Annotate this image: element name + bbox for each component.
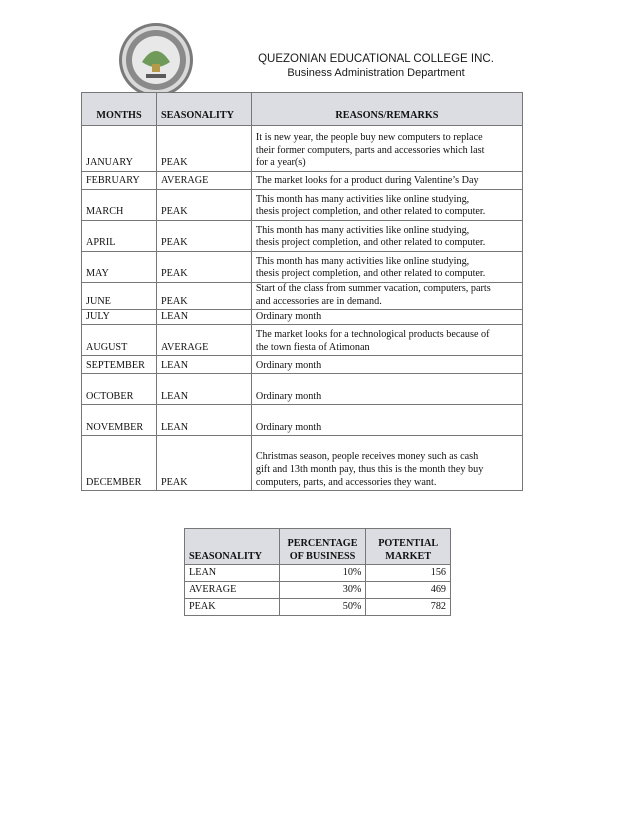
summary-seasonality-cell: AVERAGE: [185, 582, 280, 599]
remarks-line: computers, parts, and accessories they want.: [255, 476, 437, 488]
seasonality-cell: PEAK: [156, 436, 251, 491]
table-header-row: [82, 93, 523, 126]
remarks-line: thesis project completion, and other related to computer.: [255, 268, 486, 280]
remarks-cell: [251, 126, 522, 172]
month-cell: SEPTEMBER: [82, 356, 157, 374]
remarks-cell: [251, 283, 522, 310]
seasonality-cell: LEAN: [156, 356, 251, 374]
month-cell: JUNE: [82, 283, 157, 310]
college-seal-logo: [118, 22, 194, 98]
school-name: QUEZONIAN EDUCATIONAL COLLEGE INC.: [258, 53, 494, 65]
summary-row: [185, 599, 451, 616]
document-header: [236, 52, 516, 81]
month-cell: FEBRUARY: [82, 172, 157, 190]
summary-percentage-cell: 30%: [279, 582, 366, 599]
seasonality-cell: LEAN: [156, 405, 251, 436]
month-cell: APRIL: [82, 221, 157, 252]
remarks-line: Ordinary month: [255, 390, 322, 402]
month-cell: JANUARY: [82, 126, 157, 172]
seasonality-cell: AVERAGE: [156, 325, 251, 356]
month-cell: OCTOBER: [82, 374, 157, 405]
remarks-line: thesis project completion, and other related to computer.: [255, 237, 486, 249]
department-name: Business Administration Department: [287, 67, 465, 79]
remarks-cell: [251, 221, 522, 252]
seasonality-cell: AVERAGE: [156, 172, 251, 190]
seasonality-cell: LEAN: [156, 374, 251, 405]
remarks-cell: [251, 325, 522, 356]
seasonality-cell: PEAK: [156, 190, 251, 221]
month-cell: AUGUST: [82, 325, 157, 356]
summary-percentage-cell: 10%: [279, 565, 366, 582]
header-reasons: REASONS/REMARKS: [251, 93, 522, 126]
seasonality-table: [81, 92, 523, 491]
month-cell: NOVEMBER: [82, 405, 157, 436]
table-row: [82, 283, 523, 310]
header-seasonality: SEASONALITY: [156, 93, 251, 126]
seasonality-cell: PEAK: [156, 126, 251, 172]
remarks-line: This month has many activities like online studying,: [255, 224, 470, 236]
remarks-line: It is new year, the people buy new computers to replace: [255, 132, 483, 144]
table-row: [82, 310, 523, 325]
seasonality-cell: LEAN: [156, 310, 251, 325]
remarks-line: thesis project completion, and other related to computer.: [255, 206, 486, 218]
table-row: [82, 374, 523, 405]
table-row: [82, 221, 523, 252]
summary-market-cell: 782: [366, 599, 451, 616]
remarks-cell: [251, 310, 522, 325]
remarks-line: The market looks for a technological products because of: [255, 329, 490, 340]
summary-header-market: POTENTIAL MARKET: [366, 529, 451, 565]
remarks-cell: [251, 436, 522, 491]
summary-row: [185, 582, 451, 599]
summary-market-cell: 469: [366, 582, 451, 599]
summary-row: [185, 565, 451, 582]
seasonality-cell: PEAK: [156, 252, 251, 283]
seasonality-cell: PEAK: [156, 221, 251, 252]
table-row: [82, 126, 523, 172]
remarks-line: gift and 13th month pay, thus this is the month they buy: [255, 464, 484, 475]
remarks-line: Ordinary month: [255, 421, 322, 433]
remarks-line: This month has many activities like online studying,: [255, 255, 470, 267]
table-row: [82, 325, 523, 356]
remarks-line: the town fiesta of Atimonan: [255, 341, 370, 353]
remarks-line: Ordinary month: [255, 310, 322, 322]
remarks-line: This month has many activities like online studying,: [255, 193, 470, 205]
summary-header-percentage: PERCENTAGE OF BUSINESS: [279, 529, 366, 565]
remarks-cell: [251, 252, 522, 283]
month-cell: JULY: [82, 310, 157, 325]
summary-percentage-cell: 50%: [279, 599, 366, 616]
month-cell: MAY: [82, 252, 157, 283]
remarks-line: Start of the class from summer vacation, computers, parts: [255, 283, 491, 294]
remarks-line: Ordinary month: [255, 359, 322, 371]
remarks-cell: [251, 374, 522, 405]
summary-table: [184, 528, 451, 616]
remarks-line: and accessories are in demand.: [255, 295, 382, 307]
table-row: [82, 172, 523, 190]
table-row: [82, 436, 523, 491]
remarks-line: Christmas season, people receives money such as cash: [255, 451, 479, 463]
summary-seasonality-cell: PEAK: [185, 599, 280, 616]
seasonality-cell: PEAK: [156, 283, 251, 310]
month-cell: DECEMBER: [82, 436, 157, 491]
summary-header-row: [185, 529, 451, 565]
summary-seasonality-cell: LEAN: [185, 565, 280, 582]
month-cell: MARCH: [82, 190, 157, 221]
table-row: [82, 356, 523, 374]
summary-market-cell: 156: [366, 565, 451, 582]
remarks-cell: [251, 172, 522, 190]
remarks-line: their former computers, parts and accessories which last: [255, 144, 485, 156]
table-row: [82, 405, 523, 436]
remarks-cell: [251, 356, 522, 374]
header-months: MONTHS: [82, 93, 157, 126]
remarks-line: The market looks for a product during Valentine’s Day: [255, 175, 479, 187]
table-row: [82, 252, 523, 283]
table-row: [82, 190, 523, 221]
remarks-line: for a year(s): [255, 157, 306, 169]
remarks-cell: [251, 190, 522, 221]
summary-header-seasonality: SEASONALITY: [185, 529, 280, 565]
remarks-cell: [251, 405, 522, 436]
